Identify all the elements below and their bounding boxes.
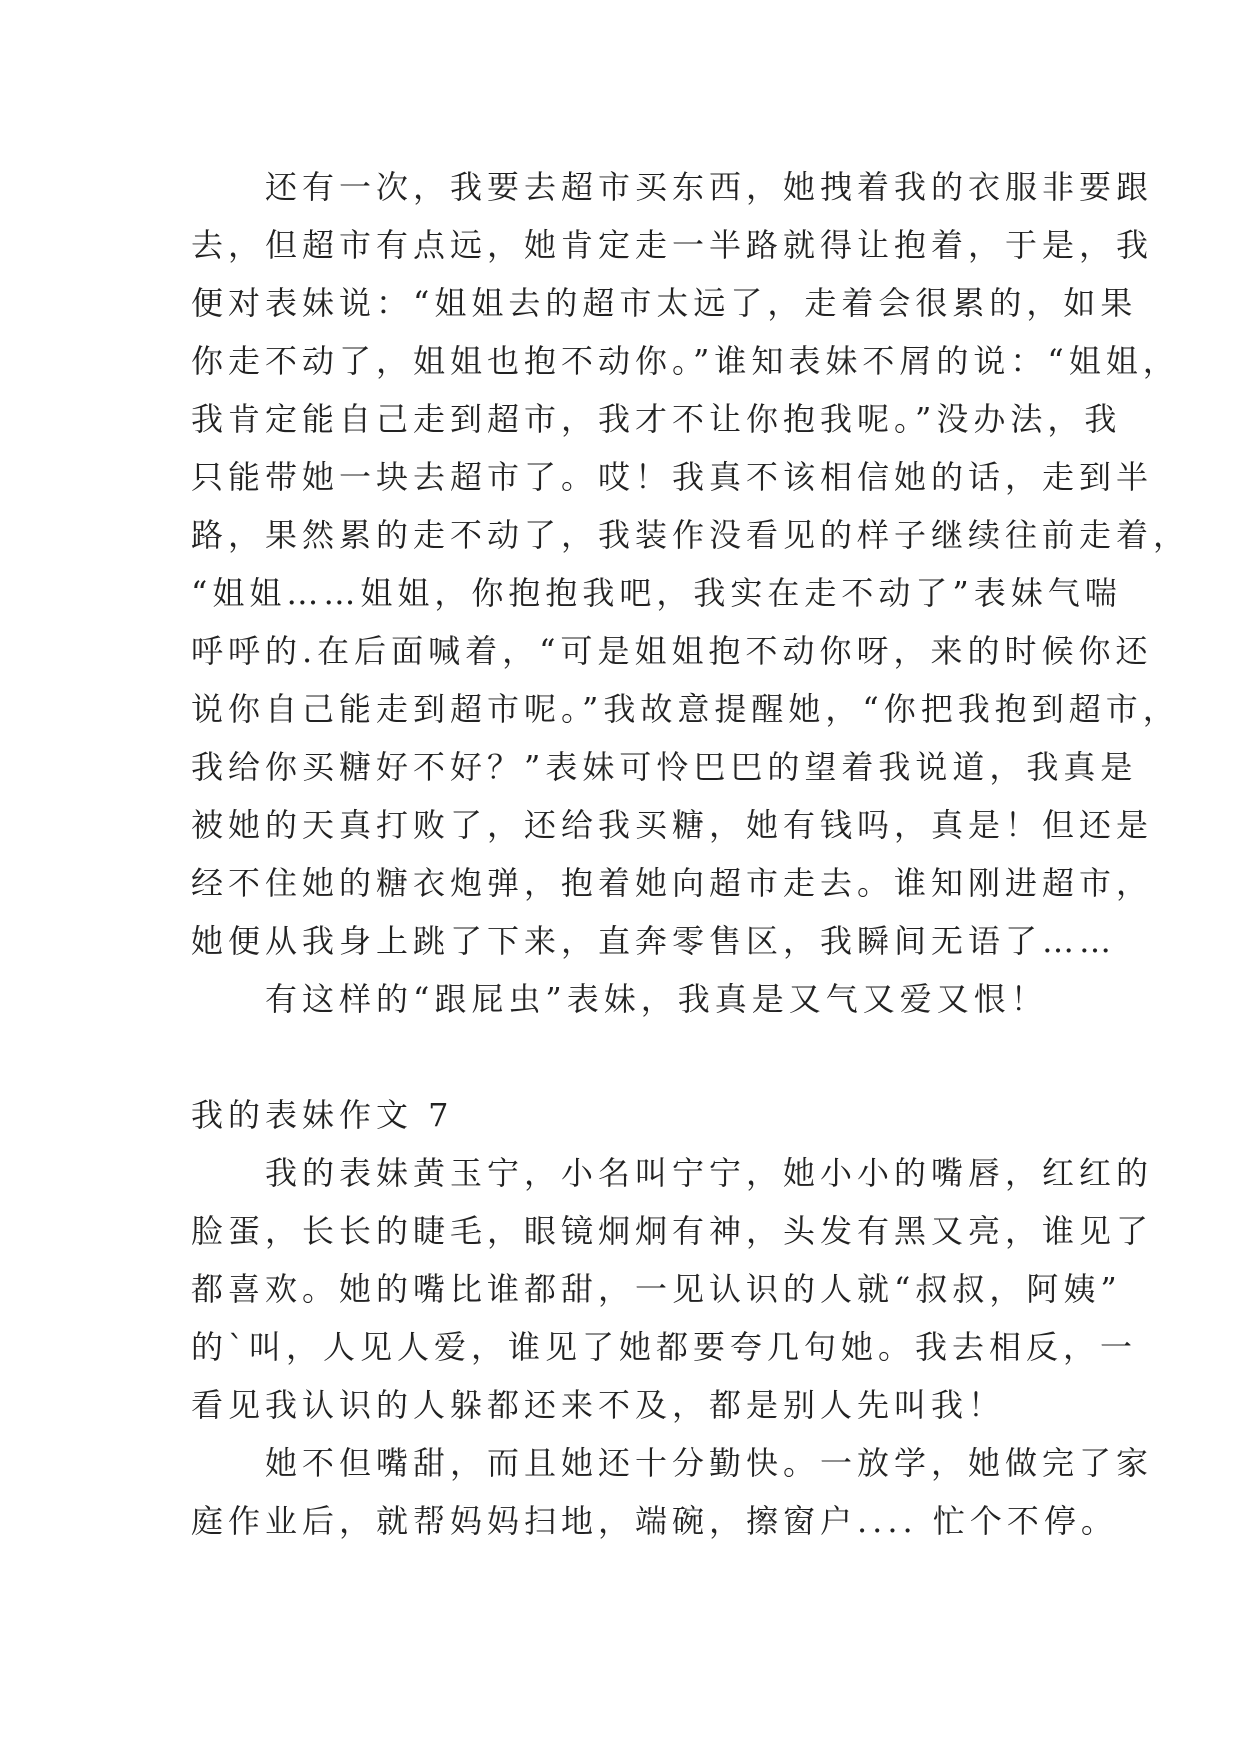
paragraph-line: 我的表妹黄玉宁，小名叫宁宁，她小小的嘴唇，红红的 [191, 1154, 1154, 1192]
section-essay-7 [191, 1086, 1154, 1550]
section-heading: 我的表妹作文 7 [191, 1096, 454, 1134]
paragraph-line: 看见我认识的人躲都还来不及，都是别人先叫我！ [191, 1386, 1006, 1424]
paragraph-line: 路，果然累的走不动了，我装作没看见的样子继续往前走着， [191, 516, 1191, 554]
section-story-part [191, 158, 1191, 1028]
paragraph-line: 被她的天真打败了，还给我买糖，她有钱吗，真是！但还是 [191, 806, 1154, 844]
paragraph-line: 她便从我身上跳了下来，直奔零售区，我瞬间无语了…… [191, 922, 1117, 960]
section-gap [191, 1028, 1061, 1086]
paragraph-line: 说你自己能走到超市呢。”我故意提醒她，“你把我抱到超市， [191, 690, 1180, 728]
paragraph-line: 的`叫，人见人爱，谁见了她都要夸几句她。我去相反，一 [191, 1328, 1138, 1366]
paragraph-line: 她不但嘴甜，而且她还十分勤快。一放学，她做完了家 [191, 1444, 1154, 1482]
paragraph-line: 脸蛋，长长的睫毛，眼镜炯炯有神，头发有黑又亮，谁见了 [191, 1212, 1154, 1250]
paragraph-line: 都喜欢。她的嘴比谁都甜，一见认识的人就“叔叔，阿姨” [191, 1270, 1122, 1308]
paragraph-line: 呼呼的.在后面喊着，“可是姐姐抱不动你呀，来的时候你还 [191, 632, 1153, 670]
document-body [191, 158, 1191, 1550]
paragraph-line: 我给你买糖好不好？”表妹可怜巴巴的望着我说道，我真是 [191, 748, 1138, 786]
paragraph-line: 你走不动了，姐姐也抱不动你。”谁知表妹不屑的说：“姐姐， [191, 342, 1180, 380]
paragraph-line: “姐姐……姐姐，你抱抱我吧，我实在走不动了”表妹气喘 [191, 574, 1122, 612]
paragraph-line: 只能带她一块去超市了。哎！我真不该相信她的话，走到半 [191, 458, 1154, 496]
paragraph-line: 去，但超市有点远，她肯定走一半路就得让抱着，于是，我 [191, 226, 1154, 264]
paragraph-line: 有这样的“跟屁虫”表妹，我真是又气又爱又恨！ [191, 980, 1048, 1018]
paragraph-line: 还有一次，我要去超市买东西，她拽着我的衣服非要跟 [191, 168, 1154, 206]
paragraph-line: 庭作业后，就帮妈妈扫地，端碗，擦窗户.... 忙个不停。 [191, 1502, 1118, 1540]
paragraph-line: 经不住她的糖衣炮弹，抱着她向超市走去。谁知刚进超市， [191, 864, 1154, 902]
paragraph-line: 便对表妹说：“姐姐去的超市太远了，走着会很累的，如果 [191, 284, 1138, 322]
paragraph-line: 我肯定能自己走到超市，我才不让你抱我呢。”没办法，我 [191, 400, 1122, 438]
